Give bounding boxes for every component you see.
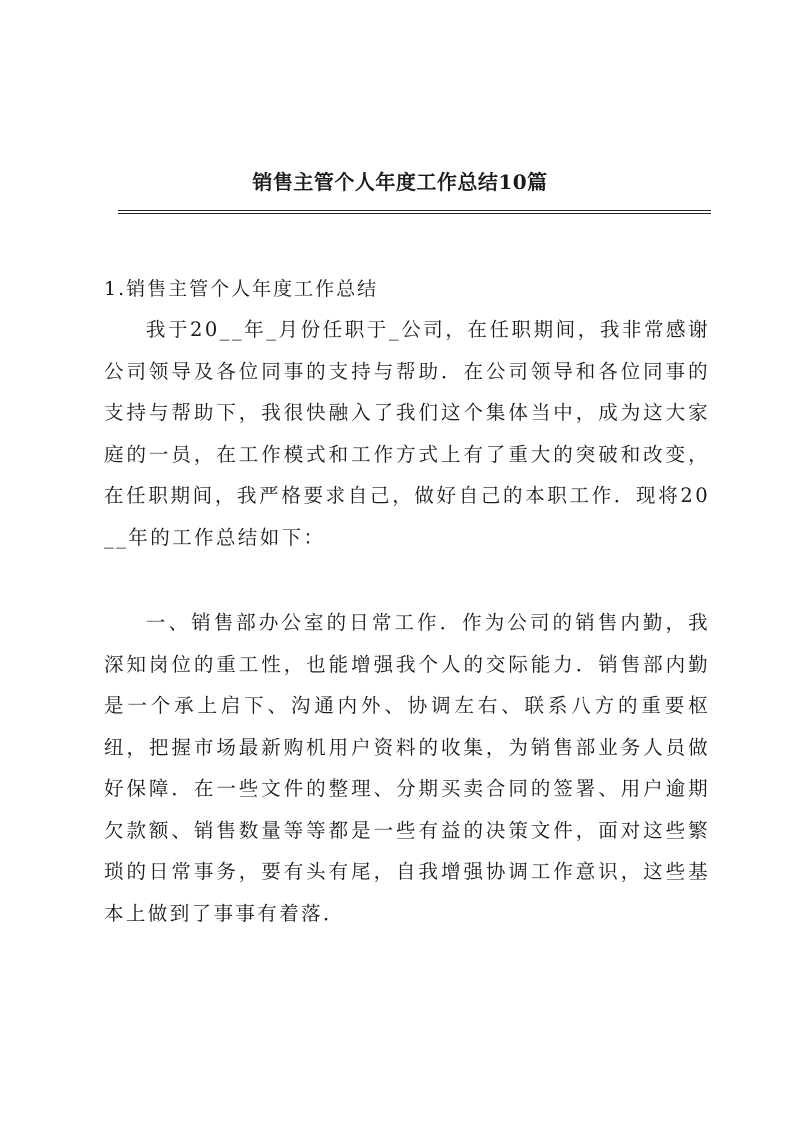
section-heading: 1.销售主管个人年度工作总结 bbox=[104, 278, 379, 300]
paragraph-daily-work: 一、销售部办公室的日常工作．作为公司的销售内勤，我深知岗位的重工性，也能增强我个人的交际能力．销售部内勤是一个承上启下、沟通内外、协调左右、联系八方的重要枢纽，把握市场最新购机用户资料的收集，为销售部业务人员做好保障．在一些文件的整理、分期买卖合同的签署、用户逾期欠款额、销售数量等等都是一些有益的决策文件，面对这些繁琐的日常事务，要有头有尾，自我增强协调工作意识，这些基本上做到了事事有着落． bbox=[104, 611, 710, 925]
title-double-rule bbox=[118, 210, 711, 214]
document-title: 销售主管个人年度工作总结10篇 bbox=[252, 170, 548, 194]
paragraph-intro: 我于20__年_月份任职于_公司，在任职期间，我非常感谢公司领导及各位同事的支持与帮助．在公司领导和各位同事的支持与帮助下，我很快融入了我们这个集体当中，成为这大家庭的一员，在工作模式和工作方式上有了重大的突破和改变，在任职期间，我严格要求自己，做好自己的本职工作．现将20__年的工作总结如下： bbox=[104, 318, 710, 549]
